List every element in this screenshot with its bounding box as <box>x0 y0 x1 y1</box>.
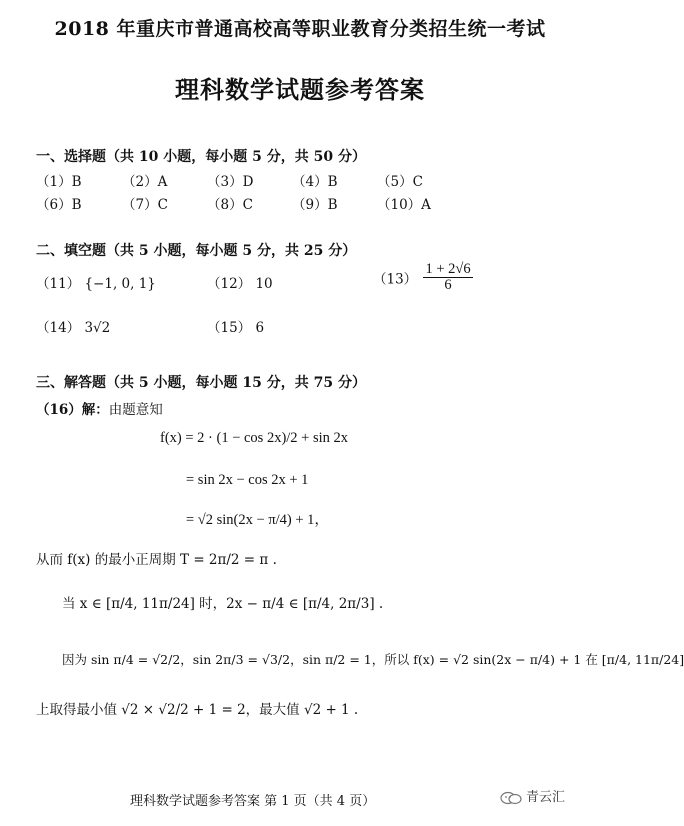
conclusion-statement: 上取得最小值 √2 × √2/2 + 1 = 2，最大值 √2 + 1 . <box>36 702 359 718</box>
q16-label: （16）解： <box>36 402 109 418</box>
derivation-line-3: = √2 sin(2x − π/4) + 1， <box>186 512 329 528</box>
answer-11: （11） {−1, 0, 1} <box>36 276 156 292</box>
answer-2: （2）A <box>122 174 168 190</box>
answer-13-label: （13） <box>373 271 418 288</box>
values-statement: 因为 sin π/4 = √2/2，sin 2π/3 = √3/2，sin π/2 = 1，所以 f(x) = √2 sin(2x − π/4) + 1 在 [π/4, 11π/24] <box>62 652 684 667</box>
derivation-line-1: f(x) = 2 · (1 − cos 2x)/2 + sin 2x <box>160 430 349 446</box>
brand-logo <box>500 786 565 805</box>
answer-5: （5）C <box>377 174 423 190</box>
section1-heading: 一、选择题（共 10 小题，每小题 5 分，共 50 分） <box>36 149 366 165</box>
answer-4: （4）B <box>292 174 338 190</box>
answer-13-fraction <box>423 262 472 293</box>
wechat-icon <box>500 791 522 805</box>
interval-statement: 当 x ∈ [π/4, 11π/24] 时，2x − π/4 ∈ [π/4, 2π/3] . <box>62 596 384 612</box>
answer-7: （7）C <box>122 197 168 213</box>
answer-10: （10）A <box>377 197 431 213</box>
derivation-line-2: = sin 2x − cos 2x + 1 <box>186 472 309 488</box>
section3-heading: 三、解答题（共 5 小题，每小题 15 分，共 75 分） <box>36 375 366 391</box>
answer-14: （14） 3√2 <box>36 320 111 336</box>
period-statement: 从而 f(x) 的最小正周期 T = 2π/2 = π . <box>36 552 277 568</box>
answer-13-numerator: 1 + 2√6 <box>425 261 471 277</box>
answer-8: （8）C <box>207 197 253 213</box>
section2-heading: 二、填空题（共 5 小题，每小题 5 分，共 25 分） <box>36 243 357 259</box>
answer-12: （12） 10 <box>207 276 273 292</box>
exam-title: 2018 年重庆市普通高校高等职业教育分类招生统一考试 <box>54 18 546 40</box>
q16-intro-line <box>36 398 163 418</box>
answer-13-denominator: 6 <box>444 277 452 294</box>
q16-intro: 由题意知 <box>108 402 163 418</box>
paper-title: 理科数学试题参考答案 <box>175 75 425 104</box>
answer-1: （1）B <box>36 174 82 190</box>
answer-6: （6）B <box>36 197 82 213</box>
answer-13 <box>373 262 475 293</box>
page-footer: 理科数学试题参考答案 第 1 页（共 4 页） <box>130 794 376 809</box>
answer-9: （9）B <box>292 197 338 213</box>
answer-3: （3）D <box>207 174 254 190</box>
answer-15: （15） 6 <box>207 320 265 336</box>
brand-name: 青云汇 <box>526 790 566 805</box>
